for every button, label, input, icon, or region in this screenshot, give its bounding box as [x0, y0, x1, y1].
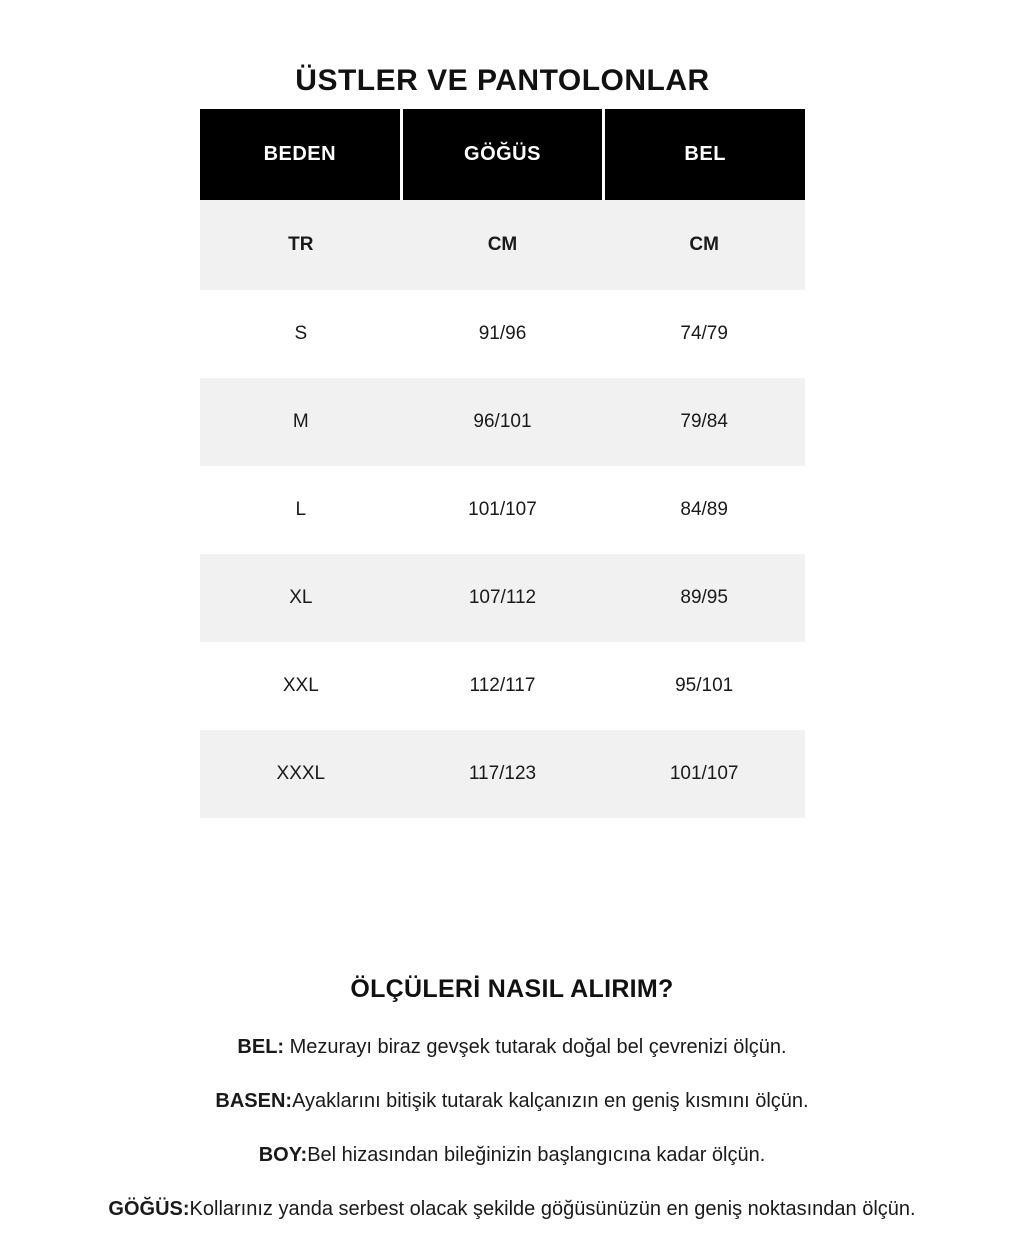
- table-cell: XL: [289, 587, 313, 608]
- table-row: [200, 554, 805, 642]
- measure-item-text: Ayaklarını bitişik tutarak kalçanızın en geniş kısmını ölçün.: [292, 1090, 809, 1112]
- measure-item-text: Mezurayı biraz gevşek tutarak doğal bel çevrenizi ölçün.: [284, 1036, 787, 1058]
- measure-item-boy: [0, 1144, 1024, 1167]
- table-cell: 89/95: [680, 587, 728, 608]
- table-row: [200, 378, 805, 466]
- measure-item-text: Kollarınız yanda serbest olacak şekilde göğüsünüzün en geniş noktasından ölçün.: [189, 1198, 916, 1220]
- table-cell: 74/79: [680, 323, 728, 344]
- table-cell: 84/89: [680, 499, 728, 520]
- measure-item-bel: [0, 1036, 1024, 1059]
- measure-item-label: GÖĞÜS:: [108, 1198, 190, 1220]
- table-cell: L: [295, 499, 307, 520]
- measure-item-text: Bel hizasından bileğinizin başlangıcına kadar ölçün.: [307, 1144, 766, 1166]
- table-cell: 101/107: [669, 763, 739, 784]
- header-cell-bel: BEL: [605, 109, 805, 200]
- size-chart-column: [200, 0, 805, 818]
- table-row: [200, 466, 805, 554]
- measure-item-label: BASEN:: [215, 1090, 293, 1112]
- table-cell: 101/107: [468, 499, 537, 520]
- unit-cell-tr: TR: [288, 234, 314, 255]
- table-cell: 117/123: [468, 763, 537, 784]
- table-cell: 91/96: [478, 323, 527, 344]
- table-cell: M: [292, 411, 309, 432]
- table-cell: 96/101: [473, 411, 532, 432]
- unit-cell-cm-chest: CM: [487, 234, 518, 255]
- size-table-header-row: [200, 109, 805, 200]
- page-title: ÜSTLER VE PANTOLONLAR: [295, 64, 710, 97]
- table-row: [200, 290, 805, 378]
- size-table: [200, 109, 805, 818]
- table-row: [200, 730, 805, 818]
- table-row: [200, 642, 805, 730]
- table-cell: 107/112: [468, 587, 537, 608]
- measure-item-label: BEL:: [237, 1036, 285, 1058]
- size-table-unit-row: [200, 200, 805, 290]
- header-cell-gogus: GÖĞÜS: [403, 109, 603, 200]
- table-cell: XXL: [282, 675, 319, 696]
- measure-item-gogus: [0, 1198, 1024, 1221]
- header-cell-beden: BEDEN: [200, 109, 400, 200]
- size-table-body: [200, 290, 805, 818]
- table-cell: 95/101: [675, 675, 734, 696]
- measure-item-label: BOY:: [258, 1144, 308, 1166]
- table-cell: XXXL: [276, 763, 326, 784]
- measure-item-basen: [0, 1090, 1024, 1113]
- table-cell: 79/84: [680, 411, 728, 432]
- table-cell: 112/117: [469, 675, 536, 696]
- measure-section-heading: ÖLÇÜLERİ NASIL ALIRIM?: [350, 975, 674, 1003]
- unit-cell-cm-waist: CM: [689, 234, 719, 255]
- measure-section: [0, 975, 1024, 1243]
- table-cell: S: [294, 323, 308, 344]
